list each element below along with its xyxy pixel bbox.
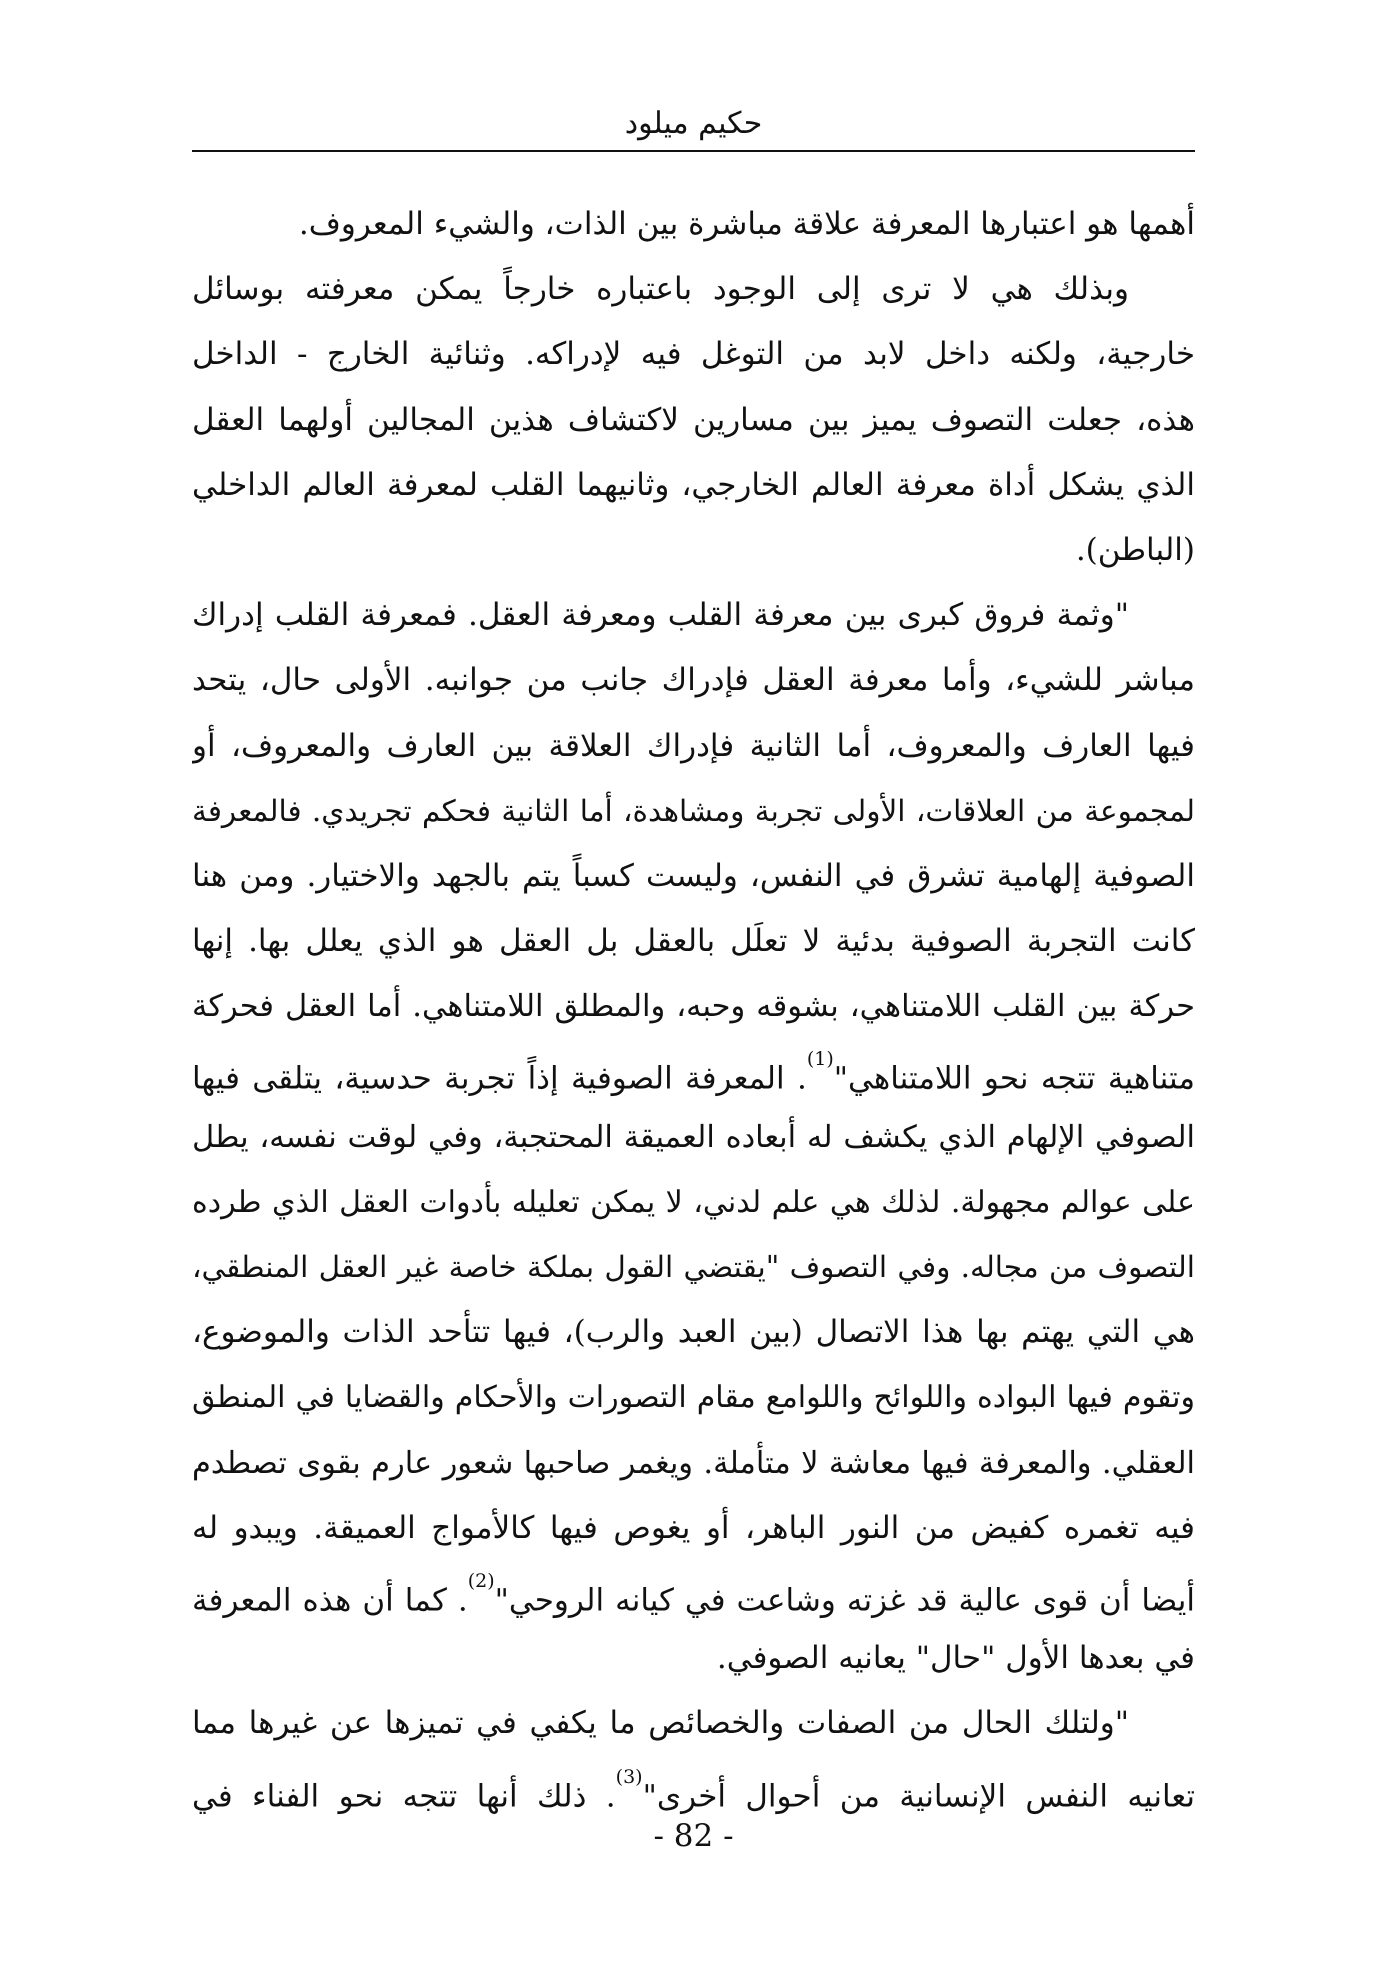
text-line: فيه تغمره كفيض من النور الباهر، أو يغوص فيها كالأمواج العميقة. ويبدو له	[192, 1509, 1195, 1546]
text-line: وتقوم فيها البواده واللوائح واللوامع مقام التصورات والأحكام والقضايا في المنطق	[192, 1380, 1195, 1416]
header-rule	[192, 150, 1195, 152]
footnote-ref[interactable]: (1)	[806, 1048, 834, 1071]
text-line: "وثمة فروق كبرى بين معرفة القلب ومعرفة العقل. فمعرفة القلب إدراك	[192, 597, 1129, 634]
text-line: هي التي يهتم بها هذا الاتصال (بين العبد والرب)، فيها تتأحد الذات والموضوع،	[192, 1314, 1195, 1351]
text-line: الصوفية إلهامية تشرق في النفس، وليست كسباً يتم بالجهد والاختيار. ومن هنا	[192, 857, 1195, 894]
text-line: خارجية، ولكنه داخل لابد من التوغل فيه لإدراكه. وثنائية الخارج - الداخل	[192, 336, 1195, 373]
text-line: العقلي. والمعرفة فيها معاشة لا متأملة. ويغمر صاحبها شعور عارم بقوى تصطدم	[192, 1445, 1195, 1481]
footnote-ref[interactable]: (3)	[615, 1765, 643, 1788]
text-line: على عوالم مجهولة. لذلك هي علم لدني، لا يمكن تعليله بأدوات العقل الذي طرده	[192, 1184, 1195, 1220]
line-segment: . ذلك أنها تتجه نحو الفناء في	[192, 1777, 616, 1814]
line-segment: متناهية تتجه نحو اللامتناهي"	[833, 1060, 1195, 1097]
text-line: (الباطن).	[1075, 531, 1195, 568]
body-text	[192, 192, 1195, 1822]
paragraph	[192, 1691, 1195, 1821]
footnote-ref[interactable]: (2)	[467, 1569, 495, 1592]
paragraph	[192, 583, 1195, 1691]
text-line: الذي يشكل أداة معرفة العالم الخارجي، وثانيهما القلب لمعرفة العالم الداخلي	[192, 466, 1195, 503]
line-segment: . كما أن هذه المعرفة	[192, 1582, 468, 1619]
text-line	[192, 1757, 1195, 1822]
text-line: حركة بين القلب اللامتناهي، بشوقه وحبه، والمطلق اللامتناهي. أما العقل فحركة	[192, 989, 1195, 1025]
text-line: التصوف من مجاله. وفي التصوف "يقتضي القول بملكة خاصة غير العقل المنطقي،	[192, 1250, 1195, 1284]
text-line: في بعدها الأول "حال" يعانيه الصوفي.	[716, 1640, 1195, 1677]
text-line: الصوفي الإلهام الذي يكشف له أبعاده العميقة المحتجبة، وفي لوقت نفسه، يطل	[192, 1119, 1195, 1155]
text-line: وبذلك هي لا ترى إلى الوجود باعتباره خارجاً يمكن معرفته بوسائل	[192, 271, 1129, 308]
text-line: مباشر للشيء، وأما معرفة العقل فإدراك جانب من جوانبه. الأولى حال، يتحد	[192, 662, 1195, 699]
text-line: أهمها هو اعتبارها المعرفة علاقة مباشرة بين الذات، والشيء المعروف.	[298, 206, 1195, 242]
text-line	[192, 1039, 1195, 1104]
text-line: "ولتلك الحال من الصفات والخصائص ما يكفي في تميزها عن غيرها مما	[192, 1705, 1129, 1742]
paragraph	[192, 257, 1195, 583]
text-line: كانت التجربة الصوفية بدئية لا تعلَل بالعقل بل العقل هو الذي يعلل بها. إنها	[192, 923, 1195, 960]
line-segment: تعانيه النفس الإنسانية من أحوال أخرى"	[642, 1777, 1195, 1814]
line-segment: أيضا أن قوى عالية قد غزته وشاعت في كيانه الروحي"	[494, 1582, 1195, 1619]
text-line: لمجموعة من العلاقات، الأولى تجربة ومشاهدة، أما الثانية فحكم تجريدي. فالمعرفة	[192, 793, 1195, 828]
text-line: هذه، جعلت التصوف يميز بين مسارين لاكتشاف هذين المجالين أولهما العقل	[192, 401, 1195, 438]
text-line	[192, 1561, 1195, 1626]
page-number: - 82 -	[653, 1818, 734, 1854]
line-segment: . المعرفة الصوفية إذاً تجربة حدسية، يتلقى فيها	[192, 1060, 807, 1097]
text-line: فيها العارف والمعروف، أما الثانية فإدراك العلاقة بين العارف والمعروف، أو	[192, 727, 1195, 764]
running-header: حكيم ميلود	[624, 106, 763, 141]
paragraph	[192, 192, 1195, 257]
